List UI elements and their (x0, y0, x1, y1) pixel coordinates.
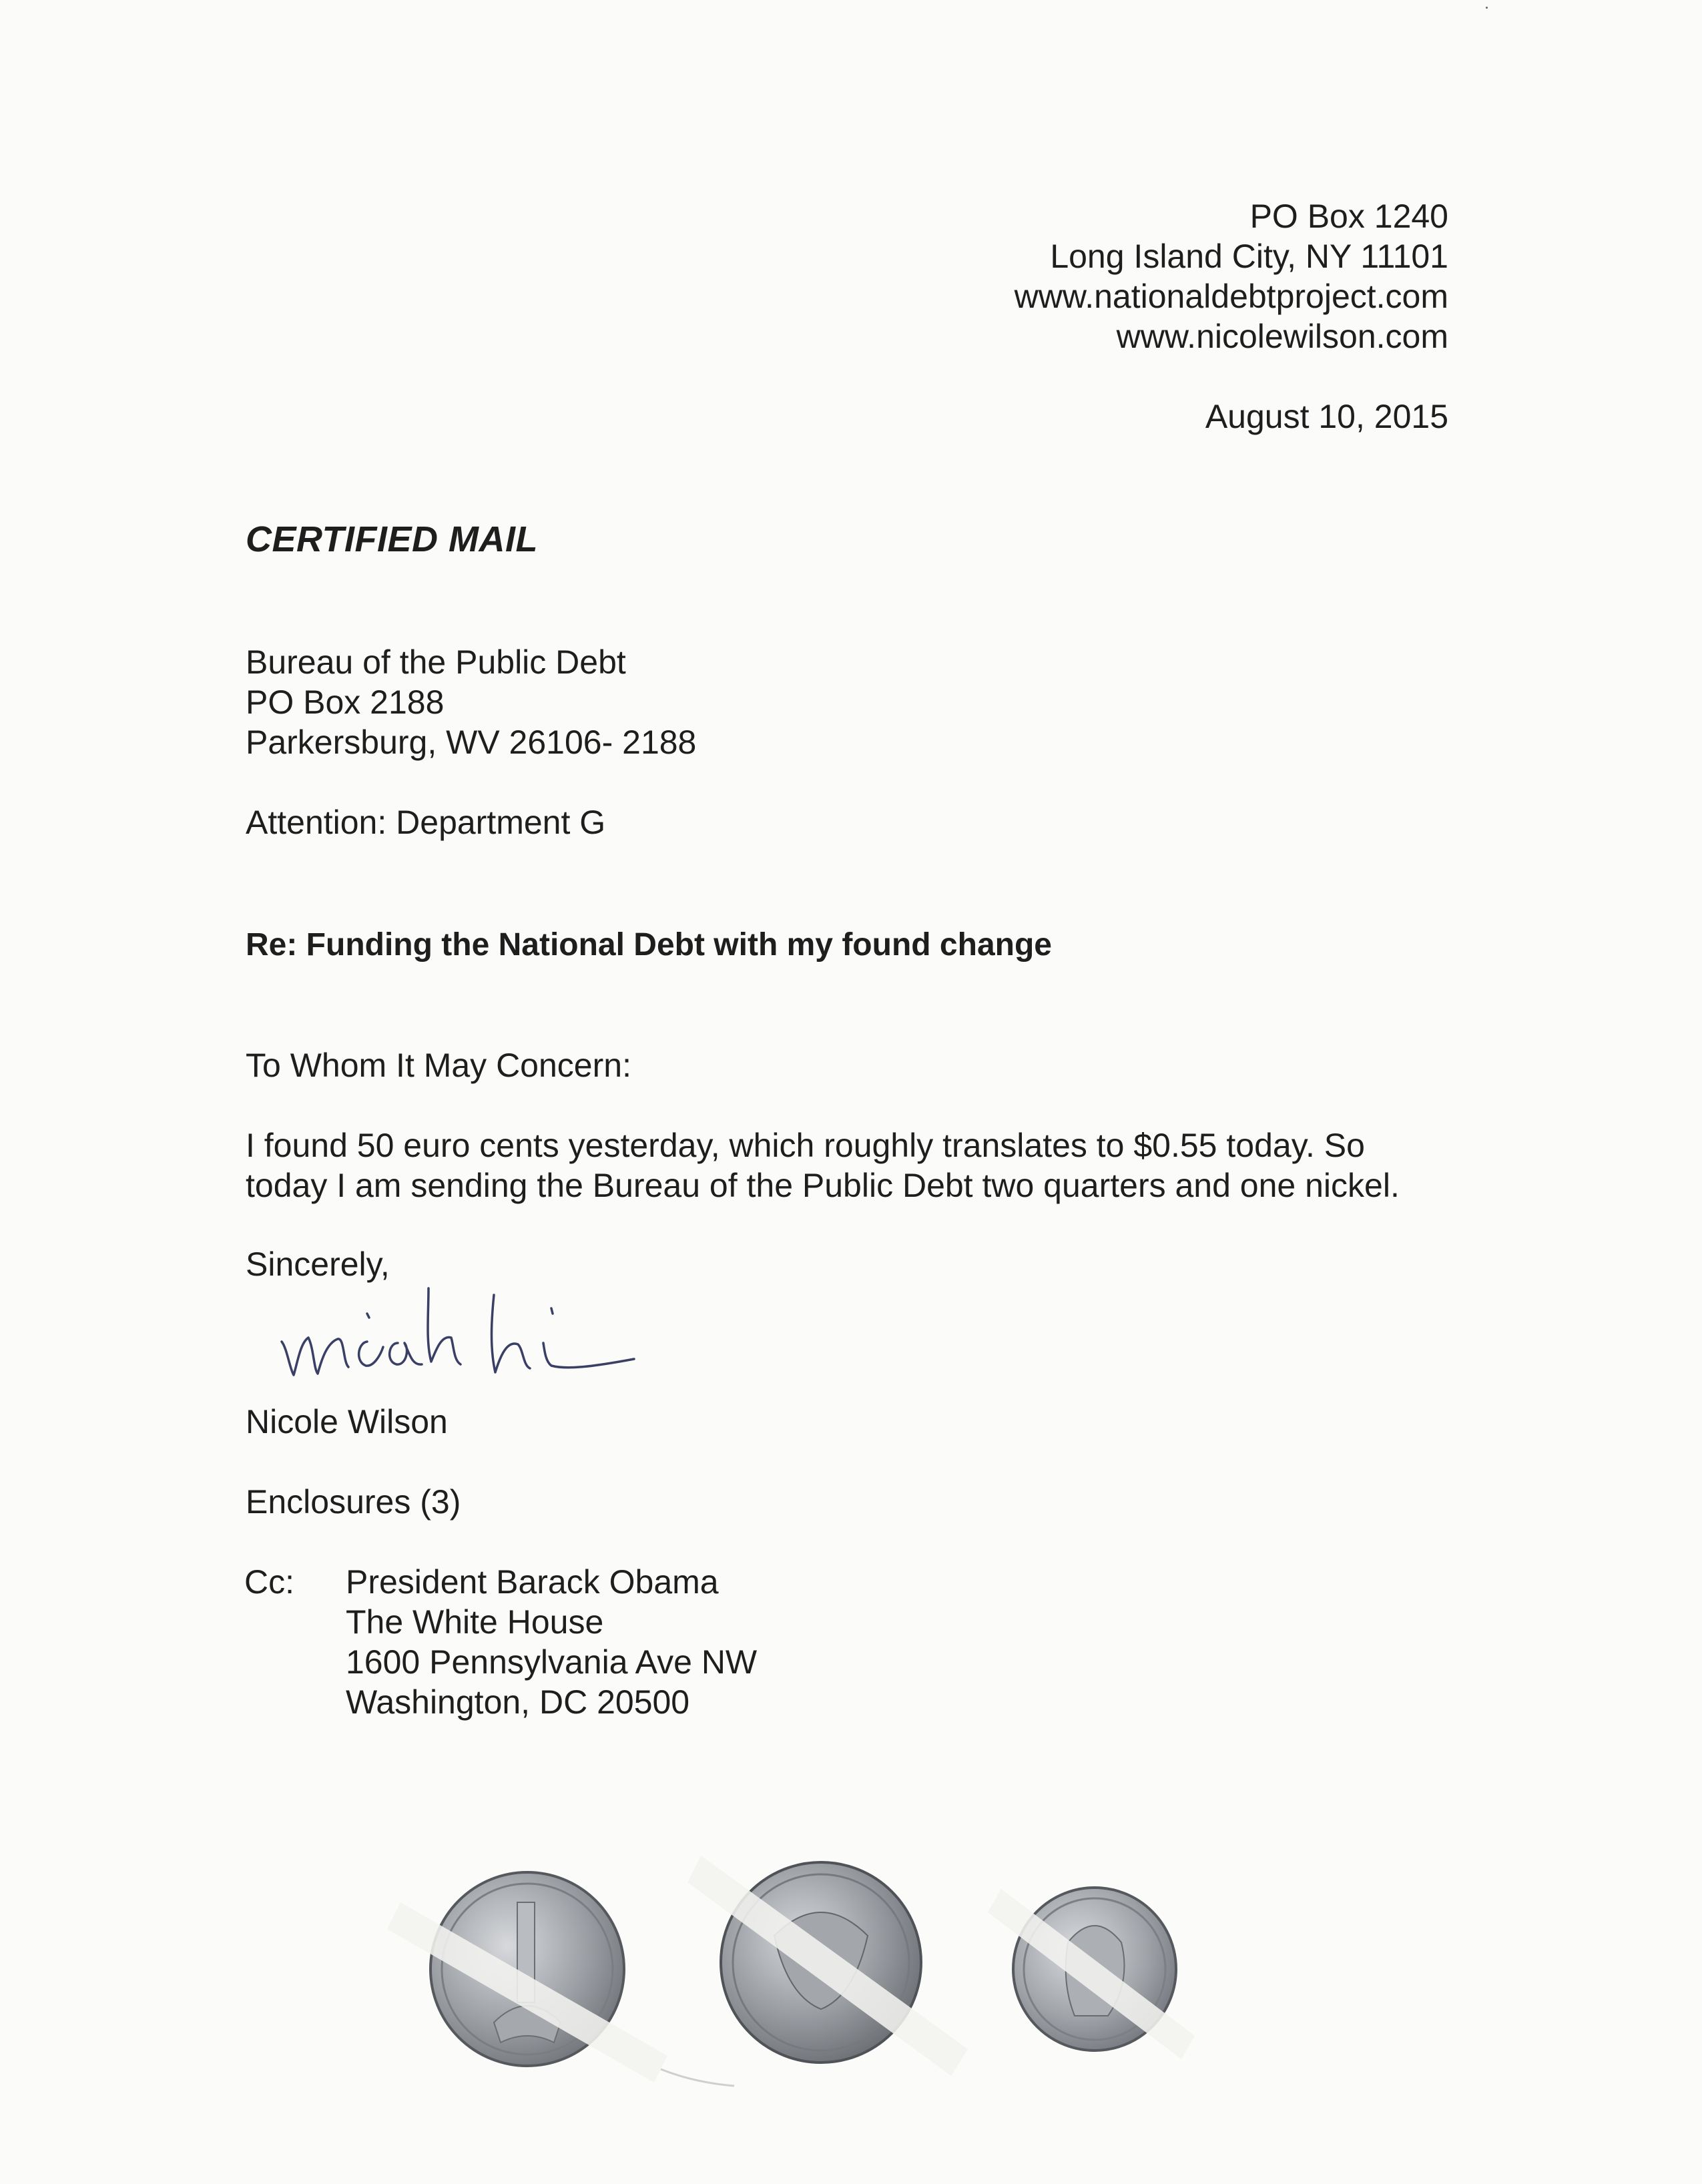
quarter-coin-2 (687, 1829, 981, 2109)
attention-line: Attention: Department G (246, 804, 606, 841)
enclosures-note: Enclosures (3) (246, 1483, 461, 1521)
sender-city: Long Island City, NY 11101 (1050, 238, 1448, 275)
recipient-city: Parkersburg, WV 26106- 2188 (246, 724, 697, 761)
closing: Sincerely, (246, 1246, 390, 1283)
delivery-method: CERTIFIED MAIL (246, 519, 538, 559)
recipient-name: Bureau of the Public Debt (246, 643, 626, 681)
recipient-po-box: PO Box 2188 (246, 684, 445, 721)
cc-city: Washington, DC 20500 (346, 1683, 690, 1721)
signer-name: Nicole Wilson (246, 1403, 448, 1440)
letter-date: August 10, 2015 (1205, 398, 1448, 435)
signature-image (274, 1268, 661, 1388)
subject-line: Re: Funding the National Debt with my found change (246, 927, 1052, 963)
sender-website-2: www.nicolewilson.com (1116, 318, 1448, 355)
paper-speck (1486, 7, 1488, 9)
nickel-coin (988, 1869, 1208, 2069)
body-line-2: today I am sending the Bureau of the Public Debt two quarters and one nickel. (246, 1167, 1400, 1204)
body-line-1: I found 50 euro cents yesterday, which roughly translates to $0.55 today. So (246, 1127, 1365, 1164)
salutation: To Whom It May Concern: (246, 1047, 631, 1084)
cc-label: Cc: (244, 1563, 294, 1601)
sender-website-1: www.nationaldebtproject.com (1014, 278, 1448, 315)
sender-po-box: PO Box 1240 (1249, 198, 1448, 235)
cc-name: President Barack Obama (346, 1563, 719, 1601)
cc-street: 1600 Pennsylvania Ave NW (346, 1643, 758, 1681)
cc-org: The White House (346, 1603, 604, 1641)
